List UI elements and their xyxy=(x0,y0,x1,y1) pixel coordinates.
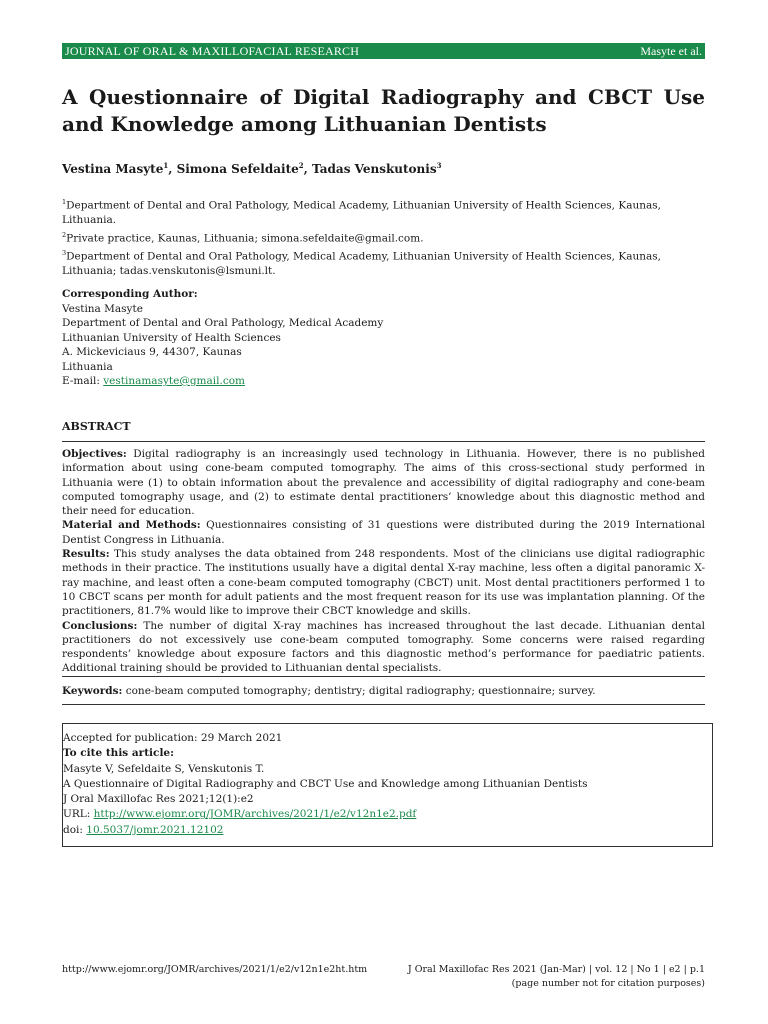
corresponding-heading: Corresponding Author: xyxy=(62,288,198,300)
abstract-objectives: Objectives: Digital radiography is an increasingly used technology in Lithuania. However, there is no published information about using cone-beam computed tomography. The aims of this cross-sectional study performed in Lithuania were (1) to obtain information about the prevalence and accessibility of digital radiography and cone-beam computed tomography usage, and (2) to estimate dental practitioners’ knowledge about this diagnostic method and their need for education. xyxy=(62,448,705,518)
keywords xyxy=(62,684,705,698)
cite-url-line: URL: http://www.ejomr.org/JOMR/archives/2021/1/e2/v12n1e2.pdf xyxy=(63,808,417,821)
cite-title: A Questionnaire of Digital Radiography and CBCT Use and Knowledge among Lithuanian Dentists xyxy=(63,777,588,790)
email-link[interactable]: vestinamasyte@gmail.com xyxy=(103,375,245,387)
corresponding-email-line: E-mail: vestinamasyte@gmail.com xyxy=(62,375,245,387)
author-name: Tadas Venskutonis xyxy=(311,162,437,176)
abstract-methods: Material and Methods: Questionnaires consisting of 31 questions were distributed during the 2019 International Dentist Congress in Lithuania. xyxy=(62,519,705,546)
article-title: A Questionnaire of Digital Radiography and CBCT Use and Knowledge among Lithuanian Dentists xyxy=(62,85,705,136)
corresponding-address: A. Mickeviciaus 9, 44307, Kaunas xyxy=(62,346,242,358)
affiliation: $^1$Department of Dental and Oral Pathology, Medical Academy, Lithuanian University of Health Sciences, Kaunas, Lithuania. xyxy=(62,198,661,226)
footer-note: (page number not for citation purposes) xyxy=(511,978,705,989)
corresponding-dept: Department of Dental and Oral Pathology, Medical Academy xyxy=(62,317,384,329)
cite-doi-line: doi: 10.5037/jomr.2021.12102 xyxy=(63,823,224,836)
cite-heading: To cite this article: xyxy=(63,747,174,760)
running-author: Masyte et al. xyxy=(640,44,702,58)
abstract-heading: ABSTRACT xyxy=(62,420,131,433)
paper-page xyxy=(62,0,705,1024)
author-affiliation-mark: 1 xyxy=(163,161,169,170)
corresponding-author xyxy=(62,287,705,389)
author-affiliation-mark: 3 xyxy=(436,161,442,170)
divider xyxy=(62,676,705,677)
footer-citation: J Oral Maxillofac Res 2021 (Jan-Mar) | vol. 12 | No 1 | e2 | p.1 xyxy=(407,964,705,975)
footer-reference xyxy=(408,963,705,991)
corresponding-country: Lithuania xyxy=(62,360,113,373)
accepted-date: Accepted for publication: 29 March 2021 xyxy=(63,732,283,744)
author-name: Simona Sefeldaite xyxy=(176,162,299,176)
divider xyxy=(62,441,705,442)
divider xyxy=(62,704,705,705)
affiliation: $^2$Private practice, Kaunas, Lithuania; simona.sefeldaite@gmail.com. xyxy=(62,230,424,244)
article-url-link[interactable]: http://www.ejomr.org/JOMR/archives/2021/1/e2/v12n1e2.pdf xyxy=(93,808,417,821)
keywords-text: cone-beam computed tomography; dentistry; digital radiography; questionnaire; survey. xyxy=(122,685,596,697)
author-affiliation-mark: 2 xyxy=(298,161,304,170)
citation-box xyxy=(62,723,713,847)
abstract-body xyxy=(62,447,705,676)
cite-authors: Masyte V, Sefeldaite S, Venskutonis T. xyxy=(63,762,265,775)
doi-link[interactable]: 10.5037/jomr.2021.12102 xyxy=(86,823,224,836)
abstract-results: Results: This study analyses the data obtained from 248 respondents. Most of the clinicians use digital radiographic methods in their practice. The institutions usually have a digital dental X-ray machine, less often a digital panoramic X-ray machine, and least often a cone-beam computed tomography (CBCT) unit. Most dental practitioners performed 1 to 10 CBCT scans per month for adult patients and the most frequent reason for its use was implantation planning. Of the practitioners, 81.7% would like to improve their CBCT knowledge and skills. xyxy=(62,548,705,618)
corresponding-name: Vestina Masyte xyxy=(62,302,143,315)
footer-url: http://www.ejomr.org/JOMR/archives/2021/1/e2/v12n1e2ht.htm xyxy=(62,964,368,975)
affiliations xyxy=(62,195,705,278)
keywords-label: Keywords: xyxy=(62,685,123,697)
abstract-conclusions: Conclusions: The number of digital X-ray machines has increased throughout the last decade. Lithuanian dental practitioners do not excessively use cone-beam computed tomography. Some concerns were raised regarding respondents’ knowledge about exposure factors and this diagnostic method’s performance for paediatric patients. Additional training should be provided to Lithuanian dental specialists. xyxy=(62,619,705,675)
author-name: Vestina Masyte xyxy=(62,162,164,176)
journal-name: JOURNAL OF ORAL & MAXILLOFACIAL RESEARCH xyxy=(65,44,360,58)
affiliation: $^3$Department of Dental and Oral Pathology, Medical Academy, Lithuanian University of Health Sciences, Kaunas, Lithuania; tadas.venskutonis@lsmuni.lt. xyxy=(62,248,661,277)
corresponding-univ: Lithuanian University of Health Sciences xyxy=(62,331,281,344)
journal-header-bar xyxy=(62,43,705,59)
author-list: Vestina Masyte$^1$, Simona Sefeldaite$^2$, Tadas Venskutonis$^3$ xyxy=(62,161,442,176)
cite-journal: J Oral Maxillofac Res 2021;12(1):e2 xyxy=(63,793,254,806)
